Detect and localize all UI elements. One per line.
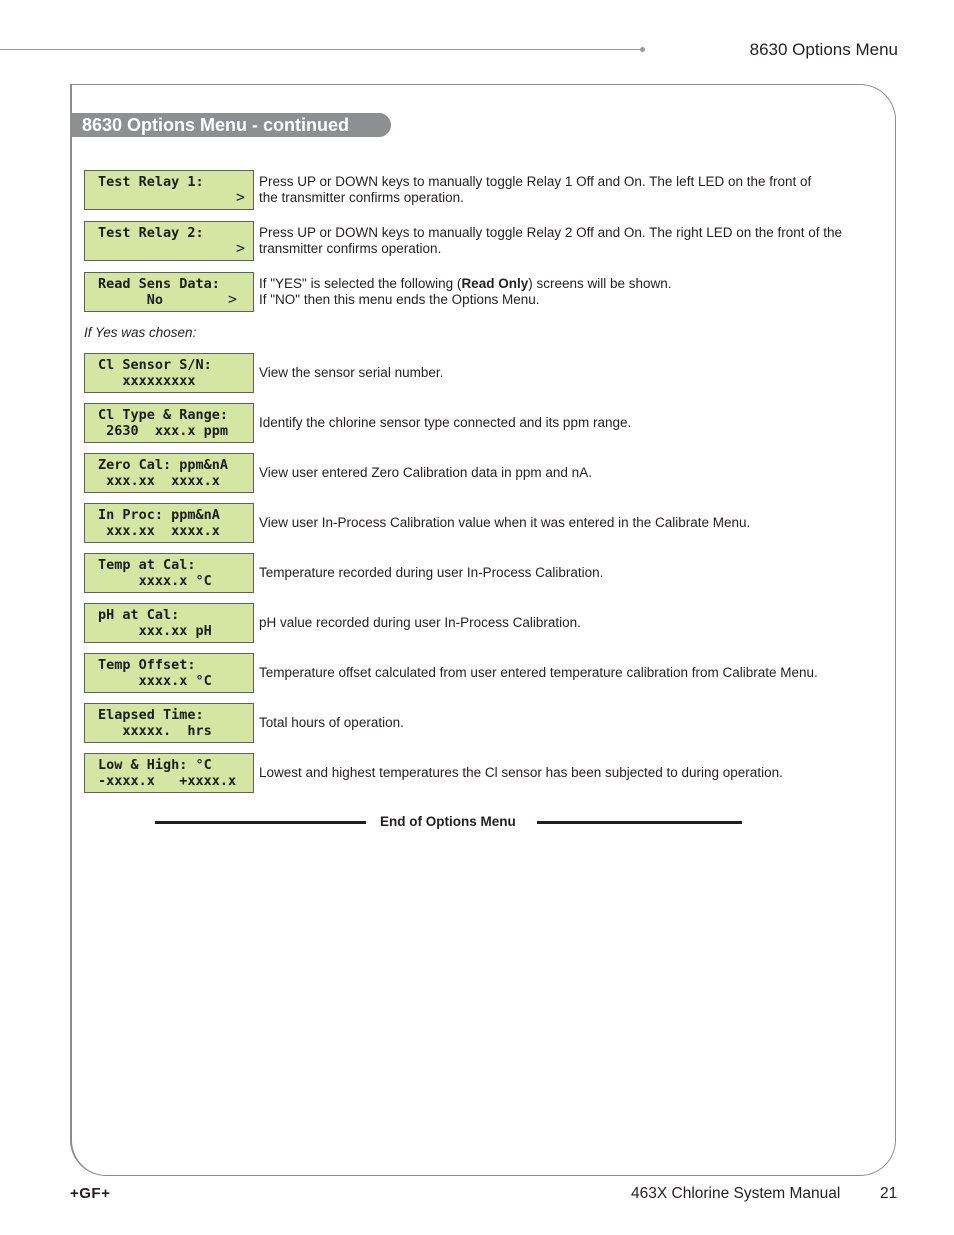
lcd-display [84,403,254,443]
lcd-line-1: In Proc: ppm&nA [98,507,220,523]
lcd-display [84,653,254,693]
lcd-line-1: Test Relay 2: [98,225,204,241]
menu-row-in-proc [84,503,884,543]
lcd-line-2: -xxxx.x +xxxx.x [98,773,237,789]
lcd-display [84,553,254,593]
row-description: View user In-Process Calibration value when it was entered in the Calibrate Menu. [259,515,751,530]
lcd-line-1: Read Sens Data: [98,276,220,292]
end-rule-left [155,821,366,824]
row-description: Total hours of operation. [259,715,404,730]
row-description: pH value recorded during user In-Process Calibration. [259,615,581,630]
chevron-right-icon: > [235,239,245,257]
row-description: Press UP or DOWN keys to manually toggle Relay 2 Off and On. The right LED on the front of the transmitter confirms operation. [259,225,843,256]
menu-row-low-high [84,753,884,793]
menu-row-cl-sensor-sn [84,353,884,393]
row-description: Identify the chlorine sensor type connected and its ppm range. [259,415,632,430]
lcd-line-2: xxxx.x °C [98,673,212,689]
menu-row-read-sens-data [84,272,884,312]
lcd-line-2: No [98,292,164,308]
footer-manual-title: 463X Chlorine System Manual [631,1185,841,1202]
lcd-line-1: Low & High: °C [98,757,212,773]
lcd-line-1: Elapsed Time: [98,707,204,723]
gf-logo: +GF+ [70,1185,111,1202]
lcd-display [84,753,254,793]
row-description: Temperature recorded during user In-Process Calibration. [259,565,604,580]
lcd-line-2: xxxxxxxxx [98,373,196,389]
row-description: Lowest and highest temperatures the Cl sensor has been subjected to during operation. [259,765,783,780]
chevron-right-icon: > [227,290,237,308]
menu-row-ph-at-cal [84,603,884,643]
row-description: Temperature offset calculated from user entered temperature calibration from Calibrate Menu. [259,665,818,680]
lcd-line-1: Zero Cal: ppm&nA [98,457,229,473]
lcd-line-1: Cl Sensor S/N: [98,357,212,373]
menu-row-temp-offset [84,653,884,693]
lcd-display [84,272,254,312]
lcd-line-1: Temp at Cal: [98,557,196,573]
menu-row-test-relay-2 [84,221,884,261]
row-description: If "YES" is selected the following (Read Only) screens will be shown. If "NO" then this menu ends the Options Menu. [259,276,672,307]
lcd-line-1: pH at Cal: [98,607,180,623]
menu-row-temp-at-cal [84,553,884,593]
lcd-line-1: Temp Offset: [98,657,196,673]
menu-row-test-relay-1 [84,170,884,210]
lcd-line-2: xxxx.x °C [98,573,212,589]
row-description: Press UP or DOWN keys to manually toggle Relay 1 Off and On. The left LED on the front of the transmitter confirms operation. [259,174,812,205]
lcd-display [84,221,254,261]
section-title-banner: 8630 Options Menu - continued [71,113,391,137]
if-yes-note: If Yes was chosen: [84,325,197,340]
menu-row-cl-type-range [84,403,884,443]
lcd-line-1: Test Relay 1: [98,174,204,190]
menu-row-zero-cal [84,453,884,493]
lcd-line-2: xxx.xx pH [98,623,212,639]
lcd-display [84,603,254,643]
end-rule-right [537,821,742,824]
chevron-right-icon: > [235,188,245,206]
lcd-display [84,170,254,210]
lcd-line-2: xxx.xx xxxx.x [98,523,220,539]
page-header-title: 8630 Options Menu [749,40,898,59]
lcd-display [84,453,254,493]
menu-row-elapsed-time [84,703,884,743]
row-description: View user entered Zero Calibration data in ppm and nA. [259,465,592,480]
page-number: 21 [880,1185,898,1202]
lcd-display [84,503,254,543]
lcd-line-2: xxxxx. hrs [98,723,212,739]
lcd-line-1: Cl Type & Range: [98,407,229,423]
end-of-menu-label: End of Options Menu [380,814,516,829]
lcd-display [84,703,254,743]
header-rule [0,49,642,50]
lcd-line-2: xxx.xx xxxx.x [98,473,220,489]
row-description: View the sensor serial number. [259,365,444,380]
lcd-line-2: 2630 xxx.x ppm [98,423,229,439]
header-rule-dot [640,47,645,52]
lcd-display [84,353,254,393]
